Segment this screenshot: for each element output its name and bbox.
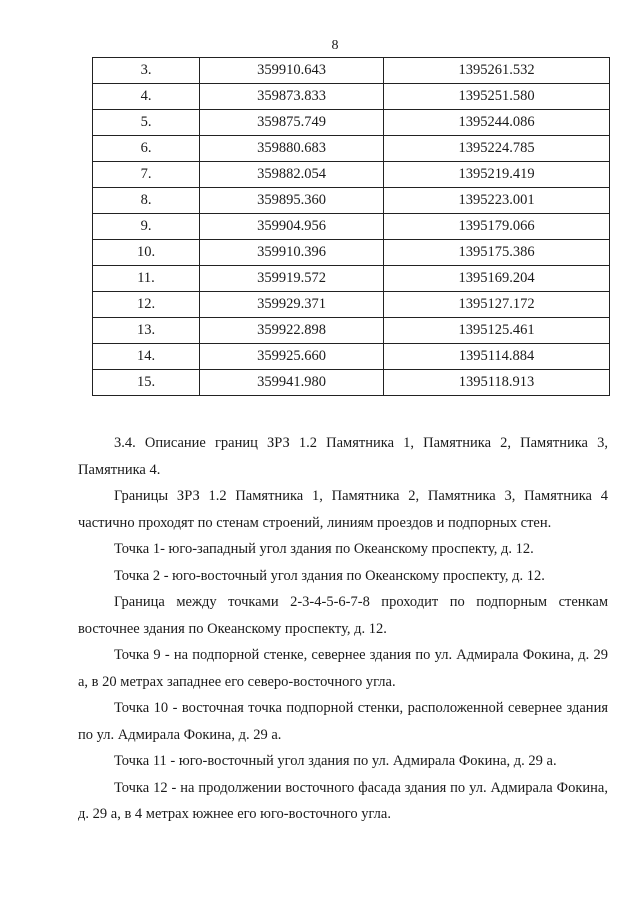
y-coordinate-cell: 1395118.913 [384, 370, 610, 396]
point-10-description: Точка 10 - восточная точка подпорной стенки, расположенной севернее здания по ул. Адмирала Фокина, д. 29 а. [78, 700, 608, 743]
table-row [93, 136, 610, 162]
point-9-description: Точка 9 - на подпорной стенке, севернее здания по ул. Адмирала Фокина, д. 29 а, в 20 метрах западнее его северо-восточного угла. [78, 647, 608, 690]
point-number-cell: 10. [93, 240, 200, 266]
point-number-cell: 5. [93, 110, 200, 136]
y-coordinate-cell: 1395127.172 [384, 292, 610, 318]
section-heading: 3.4. Описание границ ЗРЗ 1.2 Памятника 1, Памятника 2, Памятника 3, Памятника 4. [78, 435, 608, 478]
x-coordinate-cell: 359904.956 [200, 214, 384, 240]
page-number: 8 [331, 38, 339, 53]
x-coordinate-cell: 359925.660 [200, 344, 384, 370]
x-coordinate-cell: 359919.572 [200, 266, 384, 292]
section-text [78, 430, 608, 828]
coordinates-table [92, 57, 610, 396]
y-coordinate-cell: 1395125.461 [384, 318, 610, 344]
table-row [93, 318, 610, 344]
point-number-cell: 8. [93, 188, 200, 214]
x-coordinate-cell: 359895.360 [200, 188, 384, 214]
x-coordinate-cell: 359873.833 [200, 84, 384, 110]
table-row [93, 162, 610, 188]
y-coordinate-cell: 1395175.386 [384, 240, 610, 266]
table-row [93, 292, 610, 318]
point-number-cell: 6. [93, 136, 200, 162]
y-coordinate-cell: 1395219.419 [384, 162, 610, 188]
table-row [93, 344, 610, 370]
y-coordinate-cell: 1395169.204 [384, 266, 610, 292]
y-coordinate-cell: 1395244.086 [384, 110, 610, 136]
x-coordinate-cell: 359875.749 [200, 110, 384, 136]
table-row [93, 84, 610, 110]
point-number-cell: 9. [93, 214, 200, 240]
point-11-description: Точка 11 - юго-восточный угол здания по ул. Адмирала Фокина, д. 29 а. [114, 753, 557, 769]
x-coordinate-cell: 359922.898 [200, 318, 384, 344]
table-row [93, 110, 610, 136]
x-coordinate-cell: 359910.643 [200, 58, 384, 84]
y-coordinate-cell: 1395223.001 [384, 188, 610, 214]
y-coordinate-cell: 1395114.884 [384, 344, 610, 370]
point-number-cell: 12. [93, 292, 200, 318]
points-2-8-description: Граница между точками 2-3-4-5-6-7-8 проходит по подпорным стенкам восточнее здания по Океанскому проспекту, д. 12. [78, 594, 608, 637]
point-number-cell: 4. [93, 84, 200, 110]
point-2-description: Точка 2 - юго-восточный угол здания по Океанскому проспекту, д. 12. [114, 567, 545, 584]
point-1-description: Точка 1- юго-западный угол здания по Океанскому проспекту, д. 12. [114, 541, 534, 557]
point-number-cell: 7. [93, 162, 200, 188]
table-row [93, 214, 610, 240]
y-coordinate-cell: 1395251.580 [384, 84, 610, 110]
table-row [93, 370, 610, 396]
coordinates-table-body [93, 58, 610, 396]
point-number-cell: 13. [93, 318, 200, 344]
point-number-cell: 14. [93, 344, 200, 370]
point-number-cell: 11. [93, 266, 200, 292]
table-row [93, 240, 610, 266]
y-coordinate-cell: 1395261.532 [384, 58, 610, 84]
x-coordinate-cell: 359910.396 [200, 240, 384, 266]
x-coordinate-cell: 359929.371 [200, 292, 384, 318]
point-12-description: Точка 12 - на продолжении восточного фасада здания по ул. Адмирала Фокина, д. 29 а, в 4 метрах южнее его юго-восточного угла. [78, 779, 608, 822]
x-coordinate-cell: 359882.054 [200, 162, 384, 188]
x-coordinate-cell: 359941.980 [200, 370, 384, 396]
point-number-cell: 3. [93, 58, 200, 84]
boundary-summary: Границы ЗРЗ 1.2 Памятника 1, Памятника 2, Памятника 3, Памятника 4 частично проходят по стенам строений, линиям проездов и подпорных стен. [78, 488, 608, 531]
x-coordinate-cell: 359880.683 [200, 136, 384, 162]
table-row [93, 58, 610, 84]
table-row [93, 188, 610, 214]
point-number-cell: 15. [93, 370, 200, 396]
y-coordinate-cell: 1395179.066 [384, 214, 610, 240]
table-row [93, 266, 610, 292]
y-coordinate-cell: 1395224.785 [384, 136, 610, 162]
